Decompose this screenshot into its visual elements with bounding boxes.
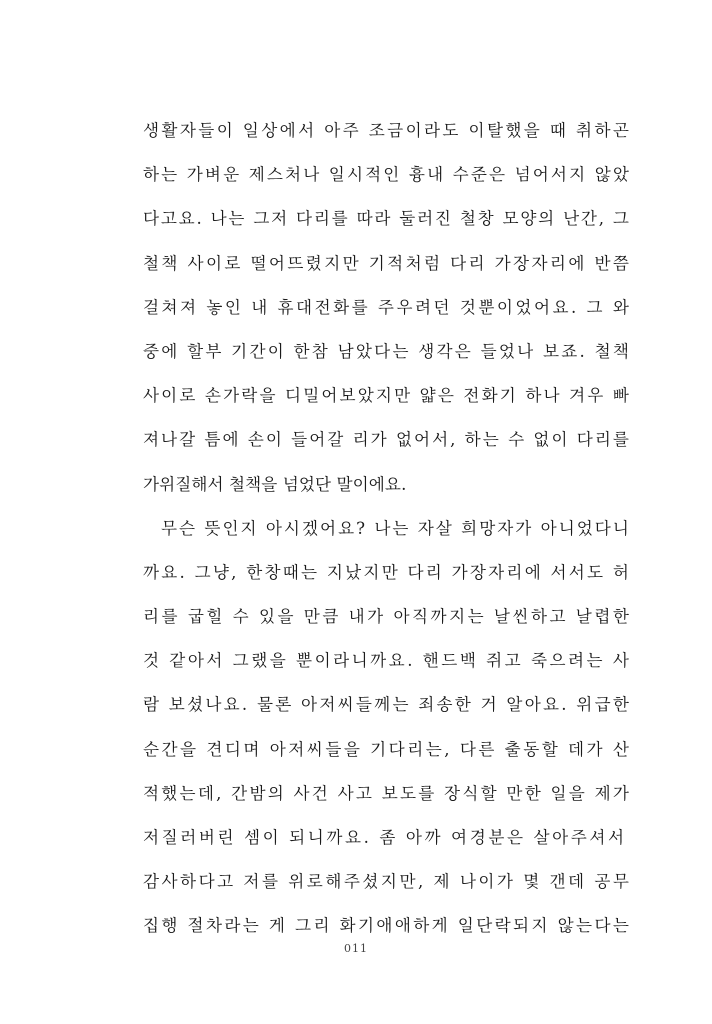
text-line: 걸쳐져 놓인 내 휴대전화를 주우려던 것뿐이었어요. 그 와 (143, 297, 632, 317)
text-line: 순간을 견디며 아저씨들을 기다리는, 다른 출동할 데가 산 (143, 739, 632, 759)
text-line: 무슨 뜻인지 아시겠어요? 나는 자살 희망자가 아니었다니 (161, 518, 631, 538)
page-number: 011 (344, 942, 368, 955)
text-line: 사이로 손가락을 디밀어보았지만 얇은 전화기 하나 겨우 빠 (143, 386, 632, 406)
text-line: 감사하다고 저를 위로해주셨지만, 제 나이가 몇 갠데 공무 (143, 872, 632, 892)
text-line: 리를 굽힐 수 있을 만큼 내가 아직까지는 날씬하고 날렵한 (143, 607, 632, 627)
text-line: 중에 할부 기간이 한참 남았다는 생각은 들었나 보죠. 철책 (143, 341, 632, 361)
text-line: 것 같아서 그랬을 뿐이라니까요. 핸드백 쥐고 죽으려는 사 (143, 651, 632, 671)
text-line: 생활자들이 일상에서 아주 조금이라도 이탈했을 때 취하곤 (143, 121, 632, 140)
text-line: 져나갈 틈에 손이 들어갈 리가 없어서, 하는 수 없이 다리를 (143, 430, 631, 450)
text-line: 철책 사이로 떨어뜨렸지만 기적처럼 다리 가장자리에 반쯤 (143, 253, 632, 273)
text-line: 하는 가벼운 제스처나 일시적인 흉내 수준은 넘어서지 않았 (143, 165, 632, 185)
text-line: 까요. 그냥, 한창때는 지났지만 다리 가장자리에 서서도 허 (143, 562, 632, 582)
text-line: 다고요. 나는 그저 다리를 따라 둘러진 철창 모양의 난간, 그 (143, 209, 631, 229)
text-line: 람 보셨나요. 물론 아저씨들께는 죄송한 거 알아요. 위급한 (143, 695, 632, 715)
text-line: 가위질해서 철책을 넘었단 말이에요. (143, 474, 407, 494)
body-text (143, 109, 632, 949)
text-line: 적했는데, 간밤의 사건 사고 보도를 장식할 만한 일을 제가 (143, 783, 632, 803)
text-line: 집행 절차라는 게 그리 화기애애하게 일단락되지 않는다는 (143, 916, 632, 936)
text-line: 저질러버린 셈이 되니까요. 좀 아까 여경분은 살아주셔서 (143, 828, 627, 847)
